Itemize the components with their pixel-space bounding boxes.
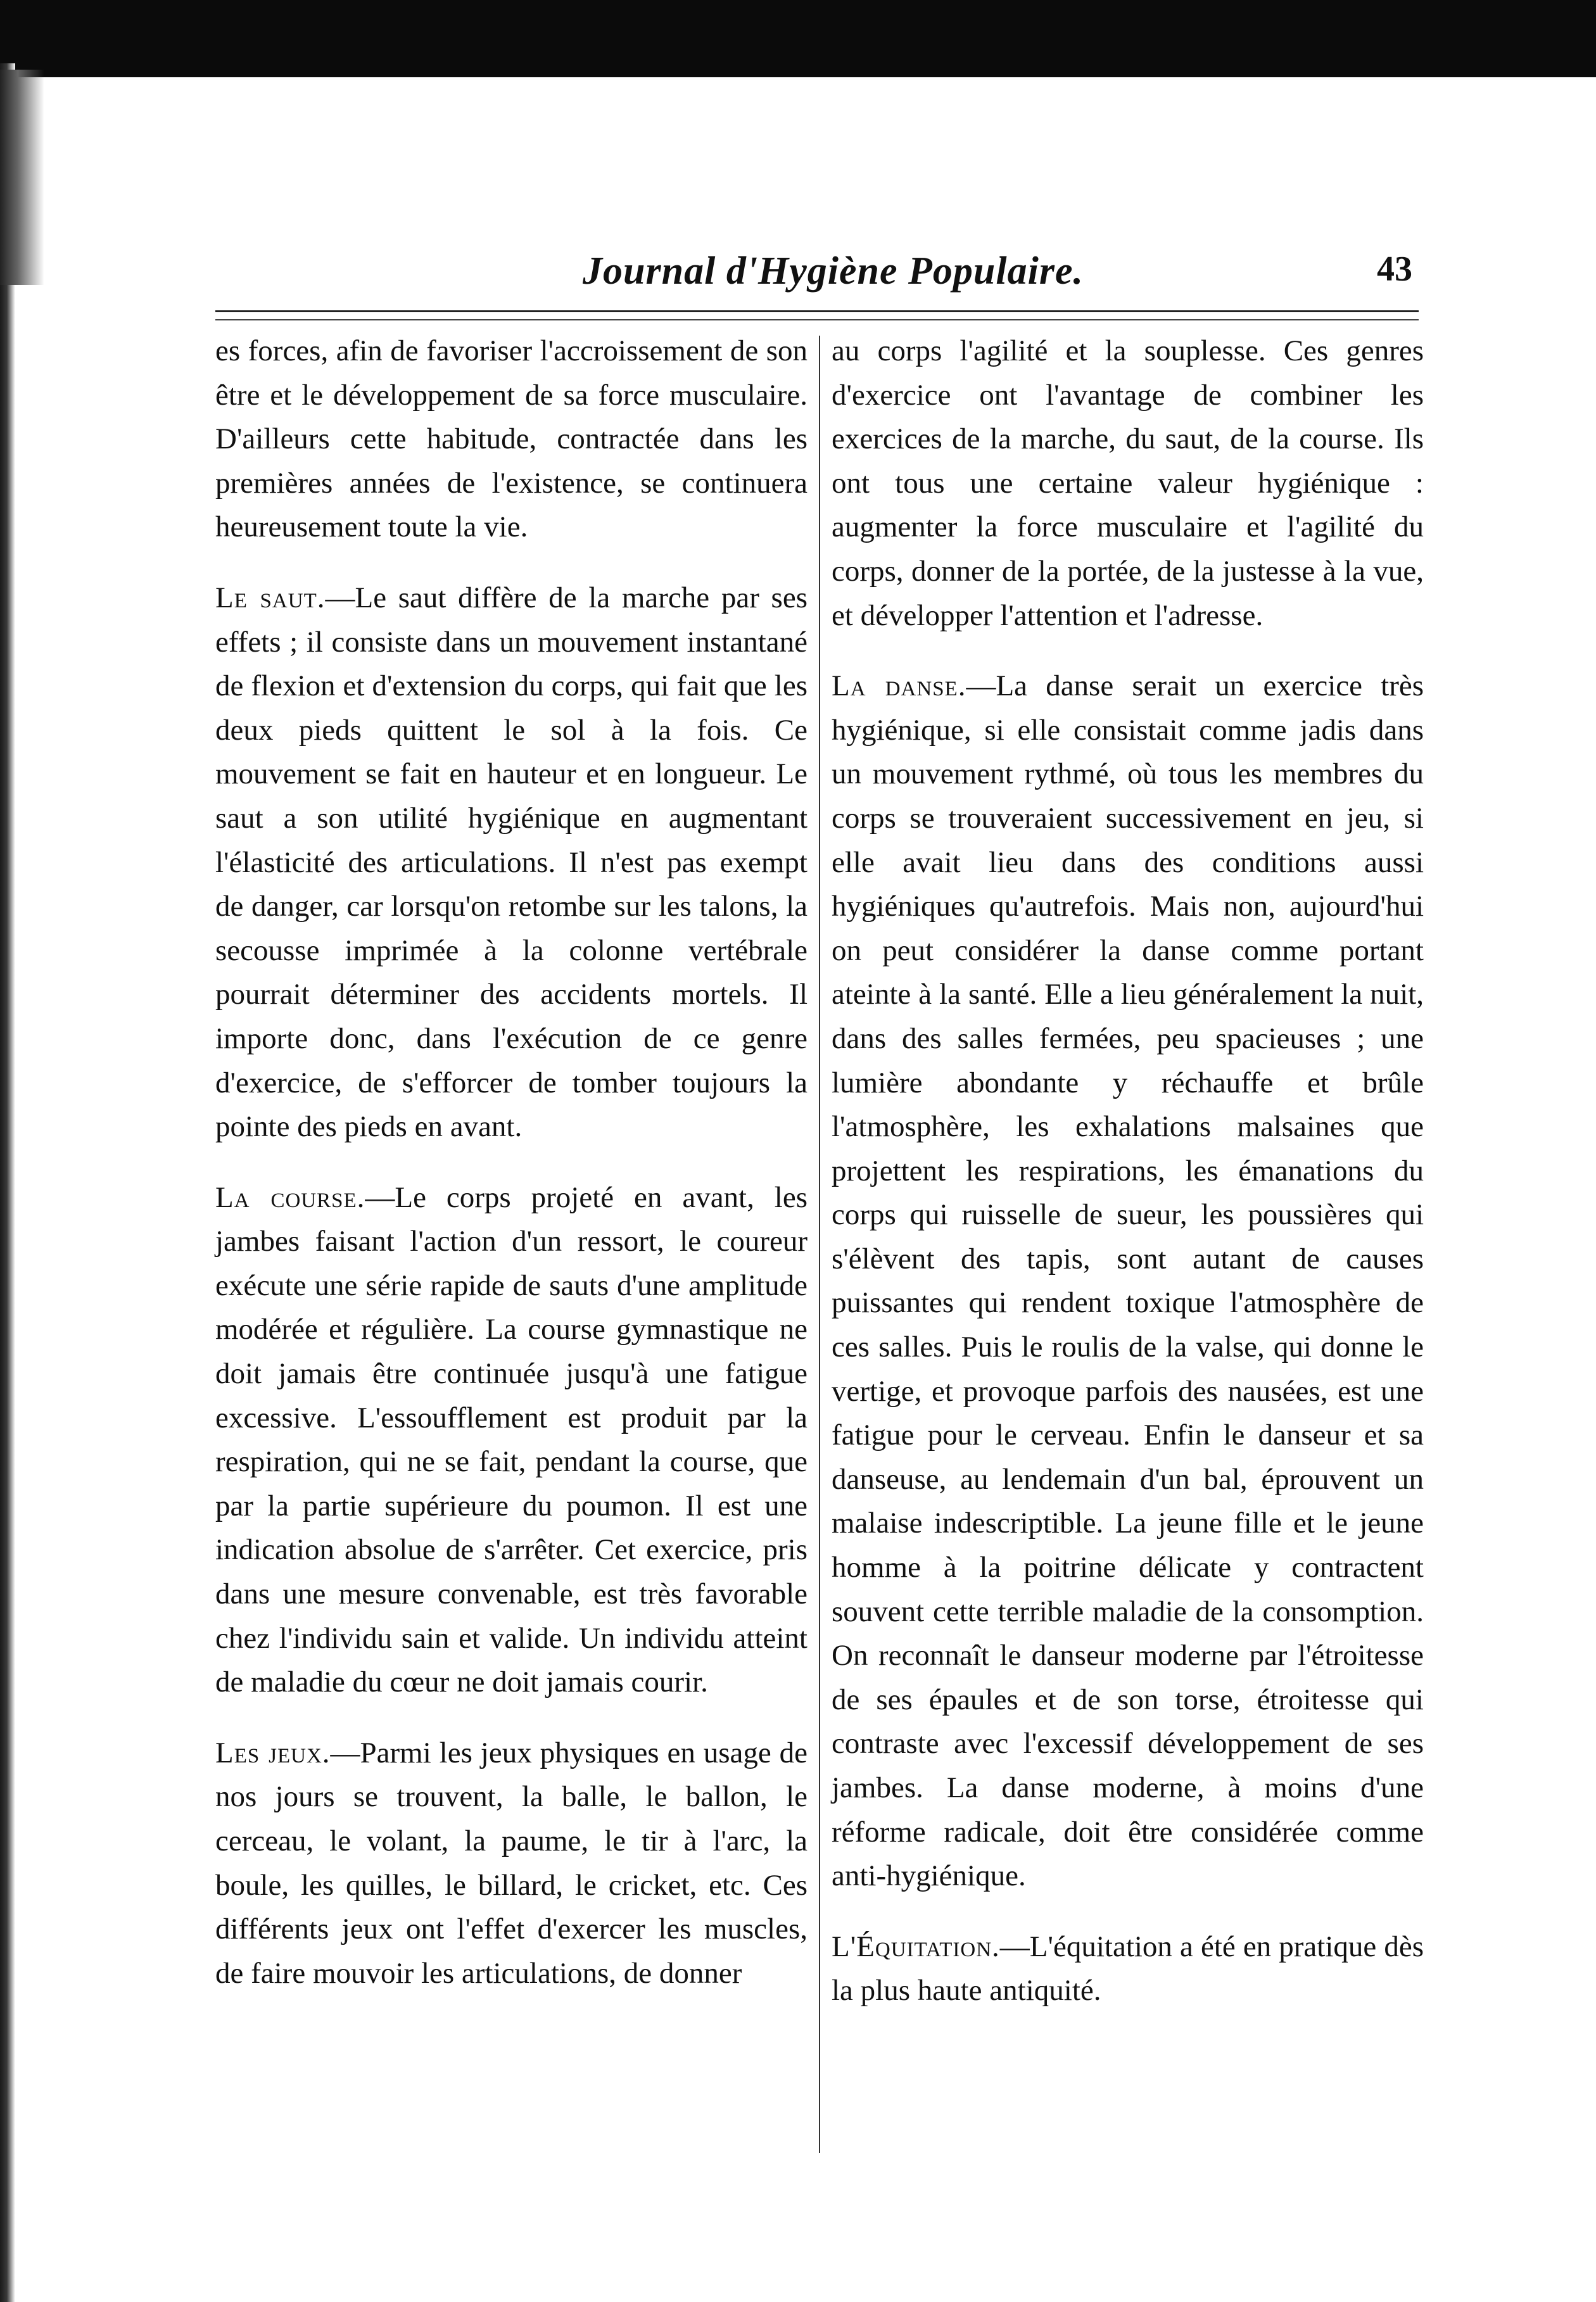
header-rule-secondary xyxy=(215,319,1419,320)
header-rule xyxy=(215,310,1419,312)
left-column xyxy=(215,329,808,1995)
paragraph-intro-right: au corps l'agilité et la souplesse. Ces genres d'exercice ont l'avantage de combiner les exercices de la marche, du saut, de la course. Ils ont tous une certaine valeur hygiénique : augmenter la force musculaire et l'agilité du corps, donner de la portée, de la justesse à la vue, et développer l'attention et l'adresse. xyxy=(832,334,1424,632)
section-text-jeux: —Parmi les jeux physiques en usage de nos jours se trouvent, la balle, le ballon, le cerceau, le volant, la paume, le tir à l'arc, la boule, les quilles, le billard, le cricket, etc. Ces différents jeux ont l'effet d'exercer les muscles, de faire mouvoir les articulations, de donner xyxy=(215,1736,808,1990)
scan-border-left xyxy=(0,63,15,2302)
section-title-equitation: L'Équitation. xyxy=(832,1930,1000,1963)
column-divider xyxy=(819,336,820,2153)
page-header xyxy=(215,244,1419,294)
journal-title: Journal d'Hygiène Populaire. xyxy=(583,250,1084,293)
section-course xyxy=(215,1176,808,1705)
section-jeux xyxy=(215,1731,808,1996)
section-text-equitation: —L'équitation a été en pratique dès la plus haute antiquité. xyxy=(832,1930,1424,2008)
section-danse xyxy=(832,664,1424,1899)
section-text-saut: —Le saut diffère de la marche par ses effets ; il consiste dans un mouvement instantané de flexion et d'extension du corps, qui fait que les deux pieds quittent le sol à la fois. Ce mouvement se fait en hauteur et en longueur. Le saut a son utilité hygiénique en augmentant l'élasticité des articulations. Il n'est pas exempt de danger, car lorsqu'on retombe sur les talons, la secousse imprimée à la colonne vertébrale pourrait déterminer des accidents mortels. Il importe donc, dans l'exécution de ce genre d'exercice, de s'efforcer de tomber toujours la pointe des pieds en avant. xyxy=(215,581,808,1144)
scan-edge-shadow xyxy=(0,70,44,285)
section-text-course: —Le corps projeté en avant, les jambes faisant l'action d'un ressort, le coureur exécute une série rapide de sauts d'une amplitude modérée et régulière. La course gymnastique ne doit jamais être continuée jusqu'à une fatigue excessive. L'essoufflement est produit par la respiration, qui ne se fait, pendant la course, que par la partie supérieure du poumon. Il est une indication absolue de s'arrêter. Cet exercice, pris dans une mesure convenable, est très favorable chez l'individu sain et valide. Un individu atteint de maladie du cœur ne doit jamais courir. xyxy=(215,1180,808,1699)
scan-border-top xyxy=(0,0,1596,77)
section-saut xyxy=(215,576,808,1149)
right-column xyxy=(832,329,1424,2013)
section-equitation xyxy=(832,1925,1424,2013)
section-text-danse: —La danse serait un exercice très hygiénique, si elle consistait comme jadis dans un mouvement rythmé, où tous les membres du corps se trouveraient successivement en jeu, si elle avait lieu dans des conditions aussi hygiéniques qu'autrefois. Mais non, aujourd'hui on peut considérer la danse comme portant ateinte à la santé. Elle a lieu généralement la nuit, dans des salles fermées, peu spacieuses ; une lumière abondante y réchauffe et brûle l'atmosphère, les exhalations malsaines que projettent les respirations, les émanations du corps qui ruisselle de sueur, les poussières qui s'élèvent des tapis, sont autant de causes puissantes qui rendent toxique l'atmosphère de ces salles. Puis le roulis de la valse, qui donne le vertige, et provoque parfois des nausées, est une fatigue pour le cerveau. Enfin le danseur et sa danseuse, au lendemain d'un bal, éprouvent un malaise indescriptible. La jeune fille et le jeune homme à la poitrine délicate y contractent souvent cette terrible maladie de la consomption. On reconnaît le danseur moderne par l'étroitesse de ses épaules et de son torse, étroitesse qui contraste avec l'excessif développement de ses jambes. La danse moderne, à moins d'une réforme radicale, doit être considérée comme anti-hygiénique. xyxy=(832,669,1424,1893)
section-title-danse: La danse. xyxy=(832,669,966,703)
paragraph-intro-left: es forces, afin de favoriser l'accroissement de son être et le développement de sa force musculaire. D'ailleurs cette habitude, contractée dans les premières années de l'existence, se continuera heureusement toute la vie. xyxy=(215,334,808,544)
section-title-course: La course. xyxy=(215,1180,365,1214)
section-title-jeux: Les jeux. xyxy=(215,1736,331,1769)
section-title-saut: Le saut. xyxy=(215,581,326,614)
page-number: 43 xyxy=(1377,250,1412,289)
